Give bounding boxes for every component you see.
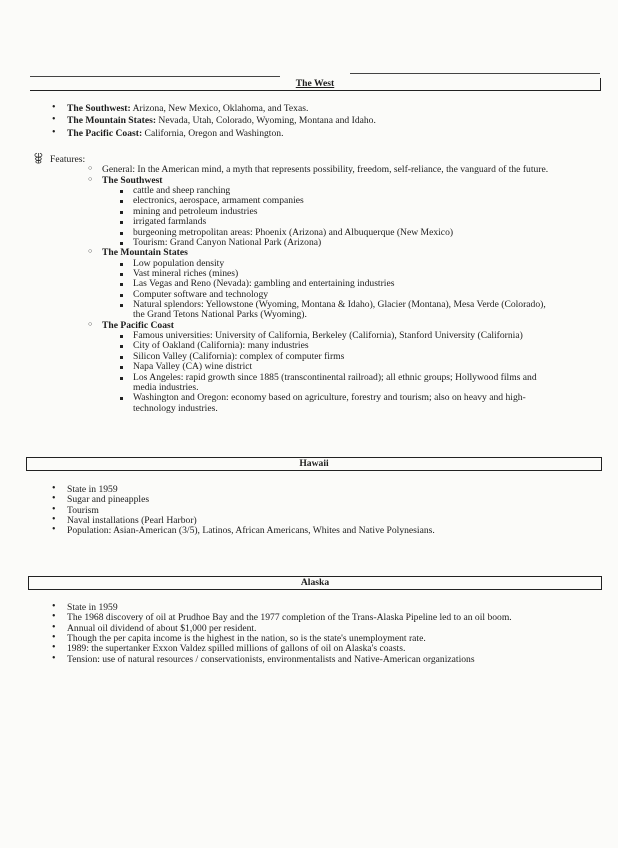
section-header-alaska	[28, 576, 602, 590]
alaska-list	[52, 603, 592, 665]
hawaii-list	[52, 485, 582, 537]
list-item: Silicon Valley (California): complex of computer firms	[116, 352, 556, 362]
list-item: mining and petroleum industries	[116, 207, 592, 217]
list-item: Vast mineral riches (mines)	[116, 269, 556, 279]
list-item: ○ General: In the American mind, a myth that represents possibility, freedom, self-reliance, the vanguard of the future.	[88, 165, 592, 175]
list-item: Los Angeles: rapid growth since 1885 (transcontinental railroad); all ethnic groups; Hollywood films and media industries.	[116, 373, 556, 394]
list-item	[88, 248, 592, 321]
scan-line	[350, 73, 600, 74]
list-item: Las Vegas and Reno (Nevada): gambling and entertaining industries	[116, 279, 556, 289]
list-item: • Though the per capita income is the highest in the nation, so is the state's unemployment rate.	[52, 634, 592, 644]
list-item: Low population density	[116, 259, 556, 269]
section-header-hawaii	[26, 457, 602, 471]
list-item	[88, 176, 592, 249]
features-label: Features:	[50, 154, 86, 165]
pushpin-icon: ⯚	[34, 154, 43, 165]
list-item: • State in 1959	[52, 485, 582, 495]
subsection-title: The Southwest	[102, 174, 163, 186]
list-item: burgeoning metropolitan areas: Phoenix (Arizona) and Albuquerque (New Mexico)	[116, 228, 592, 238]
scan-line	[30, 76, 280, 77]
list-item: cattle and sheep ranching	[116, 186, 592, 196]
list-item: • The Southwest: Arizona, New Mexico, Oklahoma, and Texas.	[52, 104, 572, 114]
list-item: irrigated farmlands	[116, 217, 592, 227]
list-item: Natural splendors: Yellowstone (Wyoming, Montana & Idaho), Glacier (Montana), Mesa Verde (Colorado), the Grand Tetons National Parks (Wyoming).	[116, 300, 556, 321]
subsection-title: The Pacific Coast	[102, 319, 174, 331]
list-item	[88, 321, 592, 414]
subsection-title: The Mountain States	[102, 247, 188, 259]
list-item: • Tourism	[52, 506, 582, 516]
list-item: • The 1968 discovery of oil at Prudhoe Bay and the 1977 completion of the Trans-Alaska Pipeline led to an oil boom.	[52, 613, 592, 623]
section-header-west	[30, 78, 601, 91]
list-item: • Population: Asian-American (3/5), Latinos, African Americans, Whites and Native Polynesians.	[52, 526, 582, 536]
list-item: • Annual oil dividend of about $1,000 per resident.	[52, 624, 592, 634]
features	[32, 155, 592, 414]
list-item: electronics, aerospace, armament companies	[116, 196, 592, 206]
section-title: Alaska	[300, 577, 330, 588]
section-title: The West	[295, 78, 335, 89]
list-item: Washington and Oregon: economy based on agriculture, forestry and tourism; also on heavy and high-technology industries.	[116, 393, 556, 414]
list-item: • The Mountain States: Nevada, Utah, Colorado, Wyoming, Montana and Idaho.	[52, 116, 572, 126]
list-item: • Tension: use of natural resources / conservationists, environmentalists and Native-American organizations	[52, 655, 592, 665]
mountain-list	[116, 259, 556, 321]
section-title: Hawaii	[299, 458, 329, 469]
features-list	[88, 165, 592, 414]
list-item: Napa Valley (CA) wine district	[116, 362, 556, 372]
list-item: Tourism: Grand Canyon National Park (Arizona)	[116, 238, 592, 248]
region-list	[52, 104, 572, 139]
list-item: • The Pacific Coast: California, Oregon and Washington.	[52, 129, 572, 139]
list-item: • Naval installations (Pearl Harbor)	[52, 516, 582, 526]
list-item: City of Oakland (California): many industries	[116, 341, 556, 351]
southwest-list	[116, 186, 592, 248]
list-item: Famous universities: University of California, Berkeley (California), Stanford University (California)	[116, 331, 556, 341]
list-item: • 1989: the supertanker Exxon Valdez spilled millions of gallons of oil on Alaska's coasts.	[52, 644, 592, 654]
list-item: • State in 1959	[52, 603, 592, 613]
list-item: • Sugar and pineapples	[52, 495, 582, 505]
pacific-list	[116, 331, 556, 414]
list-item: Computer software and technology	[116, 290, 556, 300]
